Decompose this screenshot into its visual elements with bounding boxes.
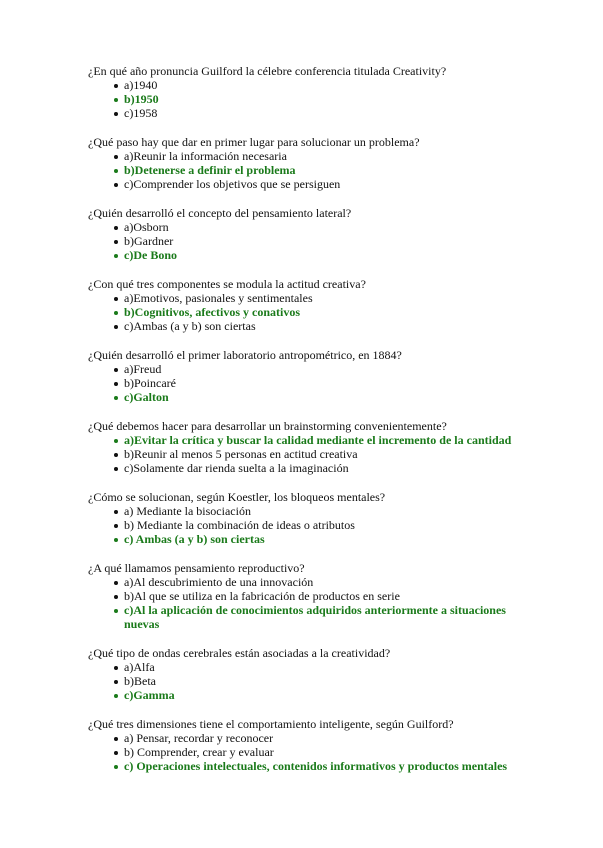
answer-option: a)Reunir la información necesaria [114,149,534,163]
question-text: ¿Qué tipo de ondas cerebrales están asociadas a la creatividad? [88,646,391,660]
answer-option: b) Mediante la combinación de ideas o atributos [114,518,534,532]
answer-option-correct: a)Evitar la crítica y buscar la calidad mediante el incremento de la cantidad [114,433,534,447]
answer-option: a)Freud [114,362,534,376]
question-block [88,717,603,773]
answer-list [88,731,603,773]
answer-list [88,575,603,631]
question-block [88,135,603,191]
answer-list [88,660,603,702]
answer-option-correct: c)Al la aplicación de conocimientos adquiridos anteriormente a situaciones nuevas [114,603,534,631]
answer-option: a)Osborn [114,220,534,234]
question-block [88,277,603,333]
question-text: ¿Con qué tres componentes se modula la actitud creativa? [88,277,366,291]
question-block [88,206,603,262]
answer-option: a) Mediante la bisociación [114,504,534,518]
answer-option-correct: b)1950 [114,92,534,106]
answer-option-correct: b)Detenerse a definir el problema [114,163,534,177]
question-text: ¿Quién desarrolló el concepto del pensamiento lateral? [88,206,352,220]
answer-option: c)Comprender los objetivos que se persiguen [114,177,534,191]
answer-option: a)Al descubrimiento de una innovación [114,575,534,589]
question-block [88,561,603,631]
answer-option: b)Beta [114,674,534,688]
answer-option: c)1958 [114,106,534,120]
answer-list [88,433,603,475]
question-block [88,490,603,546]
answer-option-correct: c)Galton [114,390,534,404]
answer-list [88,362,603,404]
question-block [88,64,603,120]
answer-option: b)Reunir al menos 5 personas en actitud creativa [114,447,534,461]
question-text: ¿A qué llamamos pensamiento reproductivo? [88,561,305,575]
question-block [88,419,603,475]
answer-option-correct: c) Operaciones intelectuales, contenidos informativos y productos mentales [114,759,534,773]
answer-option: a)Emotivos, pasionales y sentimentales [114,291,534,305]
answer-option: b)Poincaré [114,376,534,390]
answer-option-correct: c)Gamma [114,688,534,702]
answer-list [88,291,603,333]
question-text: ¿Cómo se solucionan, según Koestler, los bloqueos mentales? [88,490,386,504]
answer-option: b)Gardner [114,234,534,248]
question-text: ¿Qué debemos hacer para desarrollar un brainstorming convenientemente? [88,419,447,433]
answer-option: b) Comprender, crear y evaluar [114,745,534,759]
answer-list [88,149,603,191]
answer-option: a) Pensar, recordar y reconocer [114,731,534,745]
answer-option: c)Ambas (a y b) son ciertas [114,319,534,333]
answer-option-correct: c)De Bono [114,248,534,262]
question-text: ¿Qué paso hay que dar en primer lugar para solucionar un problema? [88,135,420,149]
answer-option: a)1940 [114,78,534,92]
answer-list [88,220,603,262]
answer-option: c)Solamente dar rienda suelta a la imaginación [114,461,534,475]
question-block [88,646,603,702]
question-text: ¿En qué año pronuncia Guilford la célebre conferencia titulada Creativity? [88,64,447,78]
answer-list [88,78,603,120]
question-text: ¿Quién desarrolló el primer laboratorio antropométrico, en 1884? [88,348,402,362]
answer-list [88,504,603,546]
answer-option: b)Al que se utiliza en la fabricación de productos en serie [114,589,534,603]
question-block [88,348,603,404]
answer-option-correct: c) Ambas (a y b) son ciertas [114,532,534,546]
answer-option-correct: b)Cognitivos, afectivos y conativos [114,305,534,319]
question-text: ¿Qué tres dimensiones tiene el comportamiento inteligente, según Guilford? [88,717,454,731]
answer-option: a)Alfa [114,660,534,674]
